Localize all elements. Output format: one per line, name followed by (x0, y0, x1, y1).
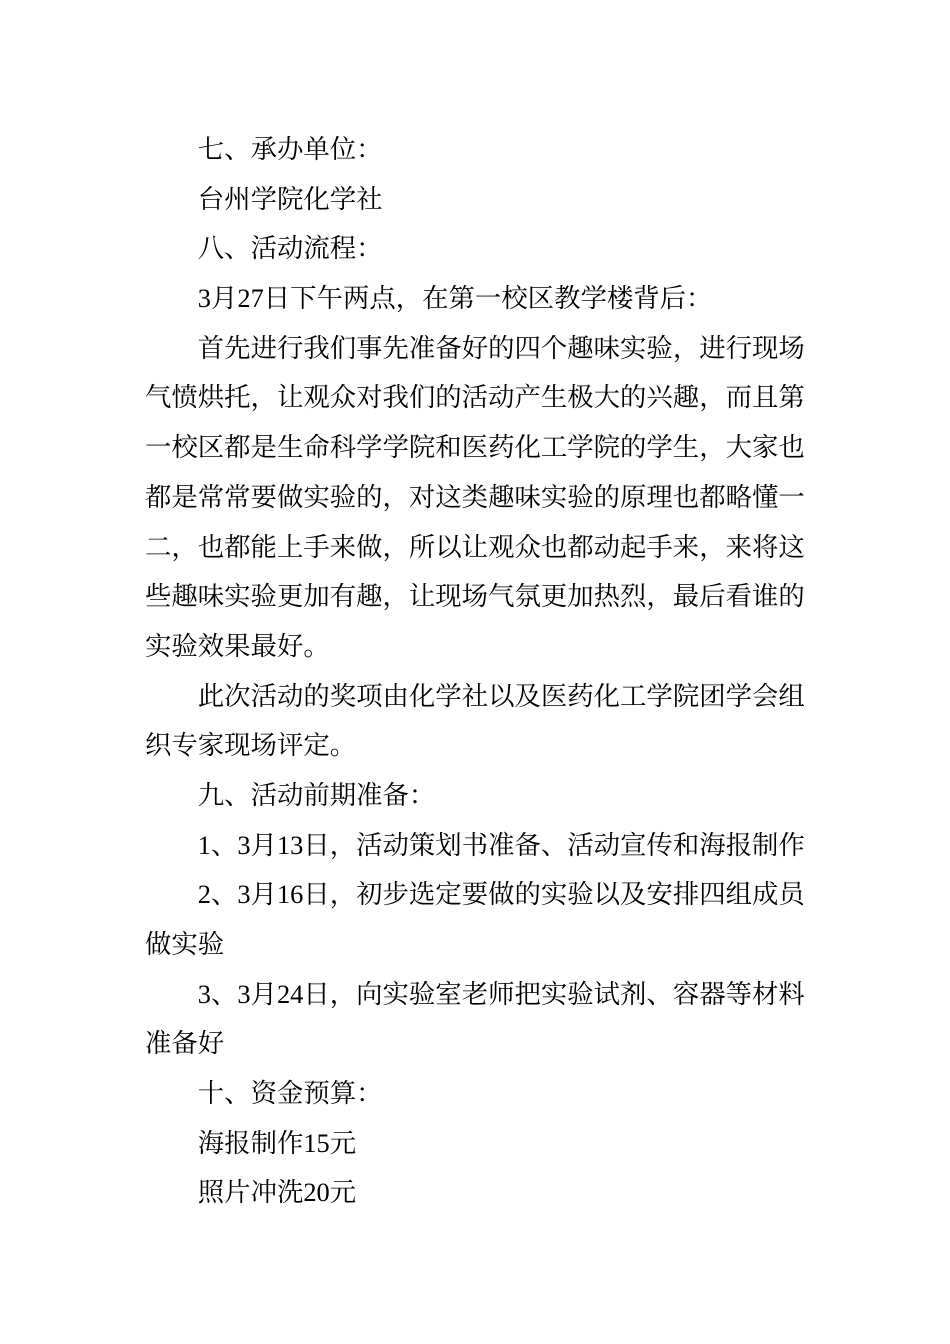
list-item-line: 准备好 (145, 1028, 225, 1059)
paragraph-line: 一校区都是生命科学学院和医药化工学院的学生，大家也 (145, 432, 805, 463)
list-item-line: 做实验 (145, 929, 225, 959)
paragraph-line: 织专家现场评定。 (145, 730, 357, 761)
budget-item: 海报制作15元 (197, 1127, 357, 1158)
section-heading: 八、活动流程： (197, 233, 383, 264)
awards-paragraph (145, 672, 825, 771)
section-organizer (145, 125, 825, 224)
schedule-line: 3月27日下午两点，在第一校区教学楼背后： (197, 283, 713, 314)
section-heading: 九、活动前期准备： (197, 779, 436, 810)
preparation-item (145, 870, 825, 969)
section-budget (145, 1069, 825, 1218)
budget-item: 照片冲洗20元 (197, 1177, 357, 1208)
paragraph-line: 实验效果最好。 (145, 630, 330, 661)
list-item-line: 3、3月24日，向实验室老师把实验试剂、容器等材料 (197, 978, 805, 1009)
paragraph-line: 此次活动的奖项由化学社以及医药化工学院团学会组 (197, 680, 805, 711)
process-description-paragraph (145, 324, 825, 672)
paragraph-line: 些趣味实验更加有趣，让现场气氛更加热烈，最后看谁的 (145, 581, 805, 612)
preparation-item (145, 970, 825, 1069)
preparation-item (145, 821, 825, 871)
list-item-line: 2、3月16日，初步选定要做的实验以及安排四组成员 (197, 879, 805, 910)
paragraph-line: 二，也都能上手来做，所以让观众也都动起手来，来将这 (145, 531, 805, 562)
section-heading: 七、承办单位： (197, 134, 383, 164)
paragraph-line: 气愤烘托，让观众对我们的活动产生极大的兴趣，而且第 (145, 382, 805, 413)
list-item-line: 1、3月13日，活动策划书准备、活动宣传和海报制作 (197, 829, 805, 860)
paragraph-line: 首先进行我们事先准备好的四个趣味实验，进行现场 (197, 332, 805, 363)
paragraph-line: 都是常常要做实验的，对这类趣味实验的原理也都略懂一 (145, 481, 805, 512)
organizer-name: 台州学院化学社 (197, 183, 383, 214)
section-process (145, 224, 825, 771)
section-heading: 十、资金预算： (197, 1078, 383, 1109)
section-preparation (145, 771, 825, 1069)
document-body (145, 125, 825, 1218)
